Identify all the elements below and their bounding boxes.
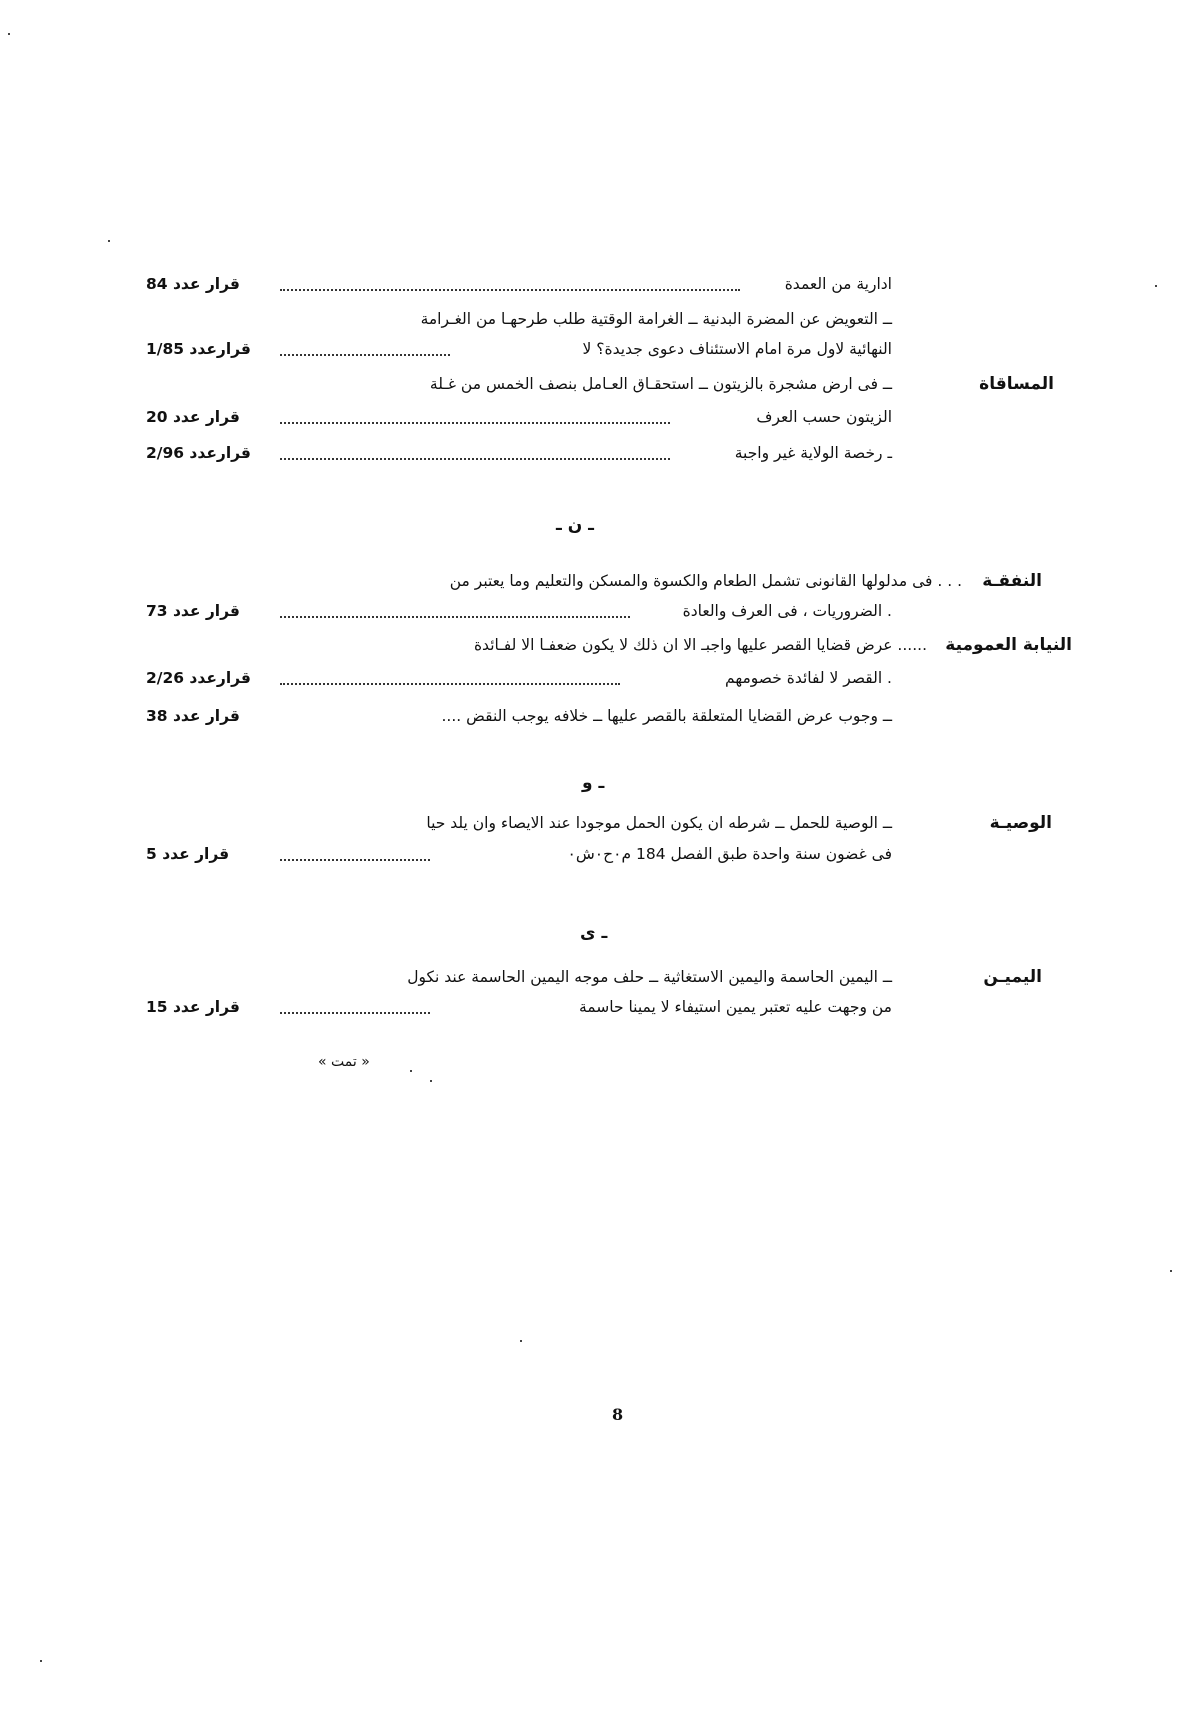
scan-speck — [1155, 285, 1157, 287]
leader-dots — [280, 614, 630, 618]
entry-text: ادارية من العمدة — [784, 275, 892, 293]
entry-line: ــ اليمين الحاسمة واليمين الاستغاثية ــ حلف موجه اليمين الحاسمة عند نكول — [407, 968, 892, 986]
section-letter: ـ ى — [580, 923, 608, 943]
entry-line: الزيتون حسب العرف — [756, 408, 892, 426]
leader-dots — [280, 1010, 430, 1014]
entry-line: ــ الوصية للحمل ــ شرطه ان يكون الحمل موجودا عند الايصاء وان يلد حيا — [426, 814, 892, 832]
decision-ref: قرار عدد 73 — [146, 602, 240, 620]
decision-ref: قرارعدد 2/96 — [146, 444, 251, 462]
entry-line: ...... عرض قضايا القصر عليها واجبـ الا ان ذلك لا يكون ضعفـا الا لفـائدة — [473, 636, 927, 654]
entry-line: من وجهت عليه تعتبر يمين استيفاء لا يمينا حاسمة — [578, 998, 892, 1016]
decision-ref: قرار عدد 5 — [146, 845, 230, 863]
section-letter: ـ و — [582, 773, 605, 793]
entry-line: . . . فى مدلولها القانونى تشمل الطعام والكسوة والمسكن والتعليم وما يعتبر من — [449, 572, 962, 590]
leader-dots — [280, 420, 670, 424]
scan-speck — [520, 1340, 522, 1342]
index-heading: الوصيـة — [989, 813, 1052, 833]
leader-dots — [280, 352, 450, 356]
end-mark: « تمت » — [318, 1054, 370, 1070]
page-number: 8 — [612, 1405, 624, 1424]
scan-speck — [430, 1080, 432, 1082]
decision-ref: قرار عدد 38 — [146, 707, 240, 725]
entry-line: . القصر لا لفائدة خصومهم — [725, 669, 892, 687]
decision-ref: قرار عدد 84 — [146, 275, 240, 293]
decision-ref: قرارعدد 1/85 — [146, 340, 251, 358]
entry-line: ــ وجوب عرض القضايا المتعلقة بالقصر عليها ــ خلافه يوجب النقض .... — [441, 707, 892, 725]
leader-dots — [280, 681, 620, 685]
index-heading: المساقاة — [979, 374, 1054, 394]
decision-ref: قرار عدد 20 — [146, 408, 240, 426]
entry-line: النهائية لاول مرة امام الاستئناف دعوى جديدة؟ لا — [582, 340, 892, 358]
entry-line: ــ فى ارض مشجرة بالزيتون ــ استحقـاق العـامل بنصف الخمس من غـلة — [429, 375, 892, 393]
entry-line: ــ التعويض عن المضرة البدنية ــ الغرامة الوقتية طلب طرحهـا من الغـرامة — [420, 310, 892, 328]
entry-line: ـ رخصة الولاية غير واجبة — [734, 444, 892, 462]
section-letter: ـ ن ـ — [556, 515, 594, 535]
entry-line: فى غضون سنة واحدة طبق الفصل 184 م٠ح٠ش٠ — [567, 845, 892, 863]
leader-dots — [280, 857, 430, 861]
index-heading: النيابة العمومية — [945, 635, 1072, 655]
index-heading: اليميـن — [983, 967, 1042, 987]
index-heading: النفقـة — [982, 571, 1042, 591]
scan-speck — [108, 240, 110, 242]
entry-line — [785, 273, 892, 295]
scan-speck — [1170, 1270, 1172, 1272]
scan-speck — [40, 1660, 42, 1662]
decision-ref: قرارعدد 2/26 — [146, 669, 251, 687]
entry-line: . الضروريات ، فى العرف والعادة — [682, 602, 892, 620]
leader-dots — [280, 287, 740, 291]
leader-dots — [280, 456, 670, 460]
scan-speck — [8, 33, 10, 35]
scan-speck — [410, 1070, 412, 1072]
decision-ref: قرار عدد 15 — [146, 998, 240, 1016]
